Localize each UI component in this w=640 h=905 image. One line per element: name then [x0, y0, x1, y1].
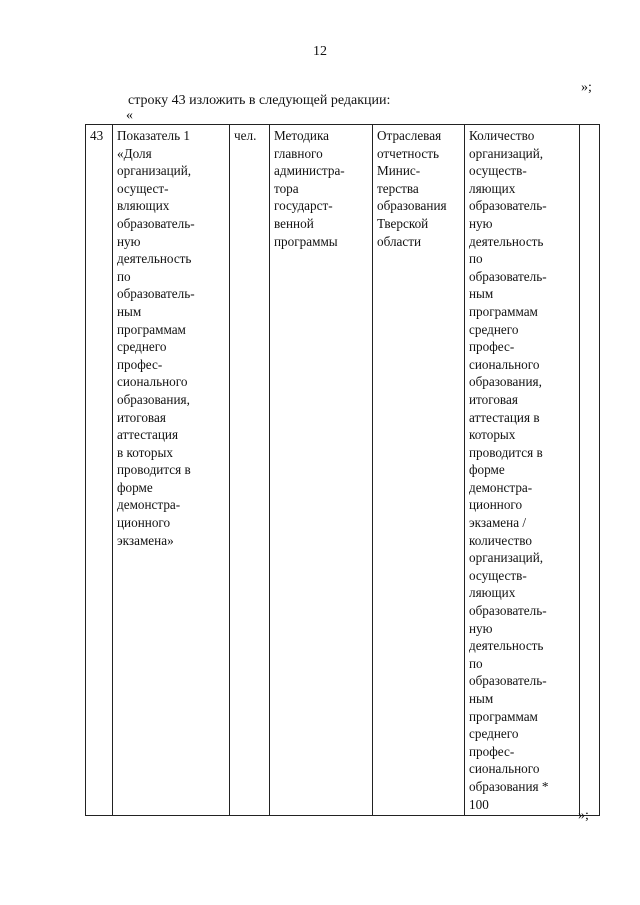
formula-line: ную: [469, 620, 493, 636]
formula-line: образователь-: [469, 198, 547, 214]
method-line: тора: [274, 180, 299, 196]
formula-line: деятельность: [469, 638, 544, 654]
formula-line: количество: [469, 532, 532, 548]
indicator-table: [85, 124, 600, 816]
indicator-line: итоговая: [117, 409, 166, 425]
formula-line: организаций,: [469, 550, 544, 566]
source-line: отчетность: [377, 145, 440, 161]
method-line: государст-: [274, 198, 333, 214]
indicator-line: в которых: [117, 444, 173, 460]
indicator-line: ным: [117, 303, 142, 319]
indicator-line: образователь-: [117, 215, 195, 231]
unit-cell: [230, 125, 270, 816]
formula-line: осуществ-: [469, 567, 527, 583]
formula-line: аттестация в: [469, 409, 540, 425]
source-line: образования: [377, 198, 447, 214]
formula-line: среднего: [469, 321, 519, 337]
formula-line: профес-: [469, 339, 515, 355]
source-line: терства: [377, 180, 419, 196]
indicator-line: осущест-: [117, 180, 169, 196]
formula-line: профес-: [469, 743, 515, 759]
method-line: главного: [274, 145, 323, 161]
indicator-line: программам: [117, 321, 186, 337]
indicator-line: по: [117, 268, 131, 284]
indicator-line: организаций,: [117, 163, 192, 179]
unit: чел.: [234, 128, 257, 143]
formula-line: форме: [469, 462, 505, 478]
formula-line: которых: [469, 427, 516, 443]
source-line: Минис-: [377, 163, 421, 179]
indicator-line: форме: [117, 479, 153, 495]
indicator-line: проводится в: [117, 462, 191, 478]
formula-line: сионального: [469, 356, 540, 372]
indicator-line: деятельность: [117, 251, 192, 267]
method-line: программы: [274, 233, 338, 249]
indicator-line: среднего: [117, 339, 167, 355]
formula-line: программам: [469, 708, 538, 724]
method-line: Методика: [274, 128, 330, 143]
formula-line: итоговая: [469, 391, 518, 407]
previous-closing-quote: »;: [581, 80, 592, 95]
amendment-instruction: строку 43 изложить в следующей редакции:: [128, 93, 391, 108]
formula-line: образователь-: [469, 603, 547, 619]
indicator-line: демонстра-: [117, 497, 181, 513]
formula-line: ляющих: [469, 585, 516, 601]
formula-line: демонстра-: [469, 479, 533, 495]
indicator-line: экзамена»: [117, 532, 174, 548]
method-cell: [270, 125, 373, 816]
indicator-line: профес-: [117, 356, 163, 372]
formula-line: среднего: [469, 726, 519, 742]
formula-line: осуществ-: [469, 163, 527, 179]
source-line: Тверской: [377, 215, 429, 231]
formula-line: ным: [469, 286, 494, 302]
formula-cell: [465, 125, 580, 816]
source-line: Отраслевая: [377, 128, 442, 143]
formula-line: экзамена /: [469, 515, 527, 531]
indicator-cell: [113, 125, 230, 816]
row-number-cell: [86, 125, 113, 816]
formula-line: ным: [469, 691, 494, 706]
formula-line: сионального: [469, 761, 540, 777]
formula-line: ционного: [469, 497, 523, 513]
formula-line: организаций,: [469, 145, 544, 161]
source-line: области: [377, 233, 422, 249]
formula-line: образования *: [469, 778, 549, 794]
formula-line: программам: [469, 303, 538, 319]
indicator-line: образования,: [117, 391, 190, 407]
indicator-line: ционного: [117, 515, 171, 531]
source-cell: [373, 125, 465, 816]
formula-line: проводится в: [469, 444, 543, 460]
formula-line: деятельность: [469, 233, 544, 249]
method-line: венной: [274, 215, 314, 231]
indicator-line: «Доля: [117, 145, 152, 161]
indicator-line: вляющих: [117, 198, 170, 214]
page-number: 12: [313, 44, 327, 59]
opening-quote: «: [126, 108, 133, 123]
empty-cell: [580, 125, 600, 816]
formula-line: по: [469, 251, 483, 267]
formula-line: образователь-: [469, 268, 547, 284]
table-row: [86, 125, 600, 816]
formula-line: по: [469, 655, 483, 671]
row-number: 43: [90, 128, 104, 143]
formula-line: Количество: [469, 128, 535, 143]
method-line: администра-: [274, 163, 345, 179]
closing-quote: »;: [578, 808, 589, 823]
formula-line: образования,: [469, 374, 542, 390]
indicator-line: аттестация: [117, 427, 179, 443]
formula-line: 100: [469, 796, 489, 812]
formula-line: ную: [469, 215, 493, 231]
indicator-line: сионального: [117, 374, 188, 390]
indicator-line: образователь-: [117, 286, 195, 302]
indicator-line: ную: [117, 233, 141, 249]
formula-line: образователь-: [469, 673, 547, 689]
formula-line: ляющих: [469, 180, 516, 196]
indicator-line: Показатель 1: [117, 128, 191, 143]
